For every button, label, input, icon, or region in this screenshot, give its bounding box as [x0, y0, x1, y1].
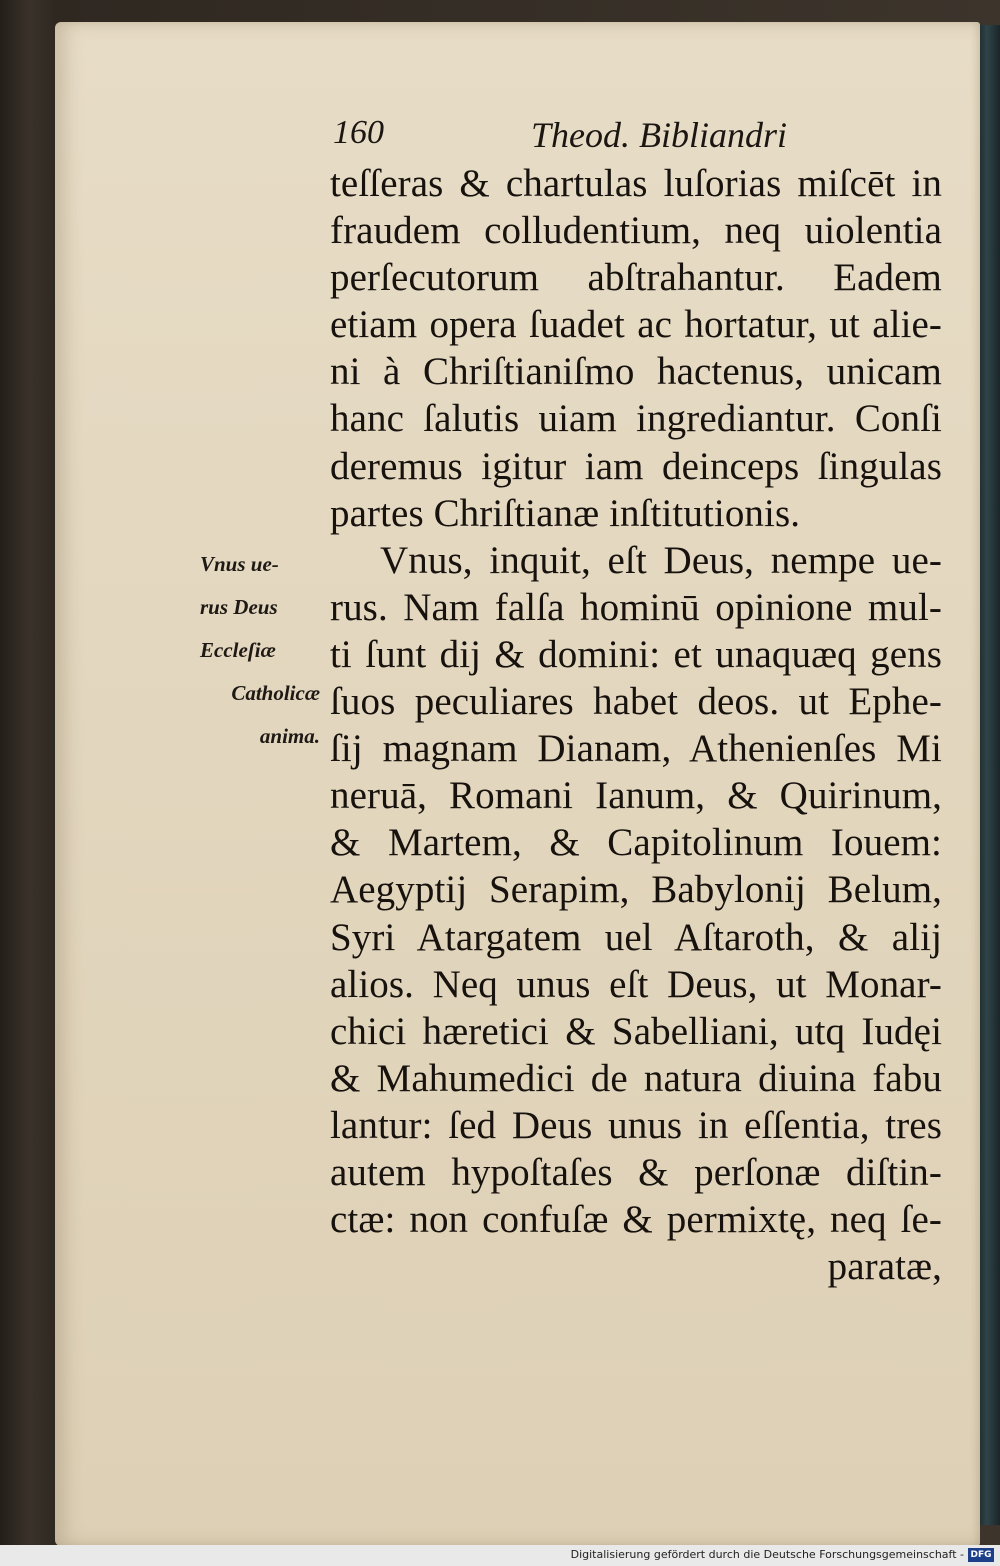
catchword-line: paratæ, [827, 1245, 942, 1289]
text-line: & Martem, & Capitolinum Iouem: [330, 821, 942, 865]
book-cover-edge [978, 25, 1000, 1525]
text-line: partes Chriſtianæ inſtitutionis. [330, 491, 801, 535]
text-line: alios. Neq unus eſt Deus, ut Monar- [330, 962, 942, 1006]
text-line: & Mahumedici de natura diuina fabu [330, 1056, 942, 1100]
text-line: ti ſunt dij & domini: et unaquæq gens [330, 632, 942, 676]
text-line: lantur: ſed Deus unus in eſſentia, tres [330, 1103, 942, 1147]
dfg-logo-icon: DFG [968, 1548, 994, 1562]
text-line: chici hæretici & Sabelliani, utq Iudęi [330, 1009, 942, 1053]
text-line: perſecutorum abſtrahantur. Eadem [330, 256, 942, 300]
margin-note-line: Catholicæ [231, 681, 320, 705]
text-line: ſuos peculiares habet deos. ut Ephe- [330, 680, 942, 724]
text-line: Aegyptij Serapim, Babylonij Belum, [330, 868, 942, 912]
page-header [333, 114, 933, 164]
text-line: ſij magnam Dianam, Athenienſes Mi [330, 727, 942, 771]
main-text-block [330, 160, 942, 1290]
text-line: neruā, Romani Ianum, & Quirinum, [330, 774, 942, 818]
margin-note [200, 543, 320, 758]
running-head: Theod. Bibliandri [531, 115, 788, 155]
text-line: rus. Nam falſa hominū opinione mul- [330, 585, 942, 629]
text-line: fraudem colludentium, neq uiolentia [330, 209, 942, 253]
margin-note-line: anima. [259, 724, 320, 748]
margin-note-line: Eccleſiæ [200, 638, 276, 662]
margin-note-line: rus Deus [200, 595, 278, 619]
text-line: Syri Atargatem uel Aſtaroth, & alij [330, 915, 942, 959]
funding-notice: Digitalisierung gefördert durch die Deutsche Forschungsgemeinschaft - [570, 1548, 964, 1561]
page-number: 160 [333, 114, 384, 151]
text-line: autem hypoſtaſes & perſonæ diſtin- [330, 1150, 942, 1194]
digitization-footer [0, 1545, 1000, 1566]
text-line: ctæ: non confuſæ & permixtę, neq ſe- [330, 1198, 942, 1242]
margin-note-line: Vnus ue- [200, 552, 279, 576]
text-line: etiam opera ſuadet ac hortatur, ut alie- [330, 303, 942, 347]
text-line: Vnus, inquit, eſt Deus, nempe ue- [380, 538, 942, 582]
text-line: hanc ſalutis uiam ingrediantur. Conſi [330, 397, 942, 441]
text-line: teſſeras & chartulas luſorias miſcēt in [330, 162, 942, 205]
text-line: deremus igitur iam deinceps ſingulas [330, 444, 942, 488]
text-line: ni à Chriſtianiſmo hactenus, unicam [330, 350, 942, 394]
